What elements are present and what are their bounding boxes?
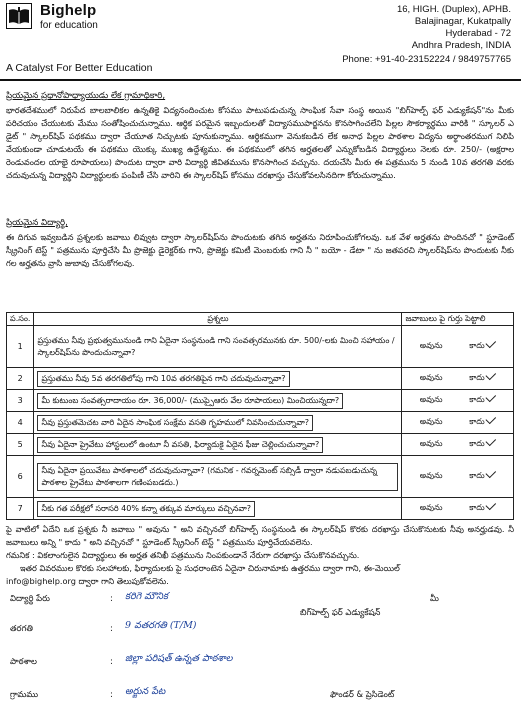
label-village: గ్రామము: [10, 689, 39, 699]
answer-yes[interactable]: అవును: [419, 471, 443, 480]
address-line: Hyderabad - 72: [445, 28, 511, 39]
answer-no[interactable]: కాదు: [469, 439, 485, 448]
note-paragraph: గమనిక : వికలాంగులైన విద్యార్థులు ఈ అర్హత తనిఖీ పత్రమును నింపకుండానే నేరుగా దరఖాస్తు చేసుకొనవచ్చును.: [6, 550, 360, 560]
answer-yes[interactable]: అవును: [419, 373, 443, 382]
question-text: నీకు గత పరీక్షలో సరాసరి 40% కన్నా తక్కువ మార్కులు వచ్చినవా?: [37, 501, 255, 517]
question-text: మీ కుటుంబ సంవత్సరాదాయం రూ. 36,000/- (ముప్పైఆరు వేల రూపాయలు) మించియున్నదా?: [37, 393, 343, 409]
colon: :: [110, 689, 113, 699]
answer-yes[interactable]: అవును: [419, 503, 443, 512]
student-paragraph: ఈ దిగువ ఇవ్వబడిన ప్రశ్నలకు జవాబు లివ్వుట ద్వారా స్కాలర్‌షిప్‌ను పొందుటకు తగిన అర్హతను నిరూపించుకోగలవు. ఒక వేళ అర్హతను పొందినచో " స్టూడెంట్ స్క్రీనింగ్ టెస్ట్ " పత్రమును పూర్తిచేసి మీ ప్రొజెక్టు డైరెక్టర్‌కు గాని, ప్రొజెక్టు కమిటీ మెంబరుకు గాని నీ " బయో - డేటా " ను జతపరచి స్కాలర్‌షిప్‌ను పొందుటకు నీకు గల అర్హతను వ్రాసి జుబావు చేసుకోగలవు.: [6, 232, 514, 268]
answer-no[interactable]: కాదు: [469, 395, 485, 404]
checkmark-icon: [485, 500, 496, 511]
question-cell: [34, 434, 402, 456]
answer-cell: [402, 368, 514, 390]
row-number: 3: [7, 390, 34, 412]
label-class: తరగతి: [10, 623, 33, 633]
question-text: ప్రస్తుతము నీవు 5వ తరగతిలోపు గాని 10వ తరగతిపైన గాని చదువుచున్నావా?: [37, 371, 289, 387]
table-row: [7, 390, 514, 412]
answer-cell: [402, 326, 514, 368]
answer-yes[interactable]: అవును: [419, 341, 443, 350]
answer-cell: [402, 412, 514, 434]
row-number: 4: [7, 412, 34, 434]
open-book-logo-icon: [6, 3, 32, 29]
salutation-student: ప్రియమైన విద్యార్థి,: [6, 218, 68, 228]
salutation-headmaster: ప్రియమైన ప్రధానోపాధ్యాయుడు లేక గ్రామాధికారి,: [6, 91, 166, 101]
col-header-serial: ప.సం.: [7, 313, 34, 326]
header-divider: [0, 79, 521, 81]
question-cell: [34, 412, 402, 434]
address-line: Balajinagar, Kukatpally: [414, 16, 511, 27]
answer-no[interactable]: కాదు: [469, 341, 485, 350]
question-text: నీవు ఏదైనా ప్రైవేటు హాస్టలులో ఉంటూ నీ వసతి, ఫిర్యాదుకై ఏదైన ఫీజు చెల్లించుచున్నావా?: [37, 437, 323, 453]
col-header-questions: ప్రశ్నలు: [34, 313, 402, 326]
answer-cell: [402, 456, 514, 498]
label-student-name: విద్యార్థి పేరు: [10, 593, 50, 603]
address-line: 16, HIGH. (Duplex), APHB.: [396, 4, 511, 15]
row-number: 2: [7, 368, 34, 390]
answer-no[interactable]: కాదు: [469, 471, 485, 480]
signoff-organization: బిగ్‌హెల్ప్ ఫర్ ఎడ్యుకేషన్: [300, 607, 381, 617]
answer-cell: [402, 434, 514, 456]
result-paragraph: పై వాటిలో ఏదేని ఒక ప్రశ్నకు నీ జవాబు " అవును " అని వచ్చినచో బిగ్‌హెల్ప్ సంస్థనుండి ఈ స్కాలర్‌షిప్ కొరకు దరఖాస్తు చేసుకొనుటకు నీవు అనర్హుడవు. నీ జవాబులు అన్ని " కాదు " అని వచ్చినచో " స్టూడెంట్ స్క్రీనింగ్ టెస్ట్ " పత్రమును పూర్తిచేయవలెను.: [6, 524, 514, 547]
col-header-answers: జవాబులు పై గుర్తు పెట్టాలి: [402, 313, 514, 326]
question-text: నీవు ఏదైనా ప్రయివేటు పాఠశాలలో చదువుచున్నావా? (గమనిక - గవర్నమెంట్ సబ్సిడీ ద్వారా నడుపబడుచున్న పాఠశాల ప్రైవేటు పాఠశాలగా గణింపబడదు.): [37, 463, 398, 491]
brand-name: Bighelp: [40, 2, 97, 19]
address-line: Andhra Pradesh, INDIA: [411, 40, 511, 51]
label-school: పాఠశాల: [10, 656, 37, 666]
answer-yes[interactable]: అవును: [419, 439, 443, 448]
answer-no[interactable]: కాదు: [469, 417, 485, 426]
checkmark-icon: [485, 370, 496, 381]
answer-yes[interactable]: అవును: [419, 395, 443, 404]
colon: :: [110, 623, 113, 633]
signoff-title: ఫౌండర్ & ప్రెసిడెంట్: [330, 689, 395, 699]
answer-cell: [402, 498, 514, 520]
checkmark-icon: [485, 414, 496, 425]
question-text: నీవు ప్రస్తుతమెచట వారి ఏదైన సాంఘిక సంక్షేమ వసతి గృహములో నివసించుచున్నావా?: [37, 415, 313, 431]
table-row: [7, 368, 514, 390]
intro-paragraph: భారతదేశములో నిరుపేద బాలబాలికల ఉన్నతికై విద్యనందించుట కోసము పాటుపడుచున్న సాంఘిక సేవా సంస్థ అయిన "బిగ్‌హెల్ప్ ఫర్ ఎడ్యుకేషన్"ను మీకు పరిచయం చేయుటకు మేము సంతోషించుచున్నాము. ఆర్థిక పరమైన ఇబ్బందులతో విద్యాసముపార్జనను కొనసాగించలేని పిల్లల సౌకర్యార్థము వారికి " స్కూలర్ ఎ డైట్ " స్కాలర్‌షిప్ పథకము ద్వారా చేయూత నిచ్చుటకు పూనుకున్నాము. ఆర్థికముగా వెనుకబడిన లేక అనాధ పిల్లల పాఠశాల విద్యను అర్థాంతరముగ నిలిపి వేయకుండా చూడుటయే ఈ పథకము యొక్కు ముఖ్య ఉద్దేశ్యము. ఈ పథకములో తగిన అర్హతలతో ఎన్నుకోబడిన విద్యార్థులు నెలకు రూ. 250/- (అక్షరాల రెండువందల యాభై రూపాయలు) పొందుట ద్వారా వారి విద్యార్థి జీవితమును కొనసాగించ వచ్చును. దయచేసి మీరు ఈ పత్రమును 5 నుండి 10వ తరగతి వరకు చదువుచున్న విద్యార్థిని విద్యార్థులకు పంపిణీ చేసి వారిని ఈ స్కాలర్‌షిప్ కోసము దరఖాస్తు చేసుకోవలసినదిగా కోరుచున్నాము.: [6, 105, 514, 180]
row-number: 5: [7, 434, 34, 456]
address-block: [342, 4, 511, 66]
value-class: 9 వతరగతి (T/M): [125, 620, 197, 631]
question-cell: [34, 390, 402, 412]
value-school: జిల్లా పరిషత్ ఉన్నత పాఠశాల: [125, 653, 233, 664]
email-line: info@bighelp.org ద్వారా గాని తెలుపుకోవలెను.: [6, 576, 169, 586]
tagline: A Catalyst For Better Education: [6, 62, 153, 74]
colon: :: [110, 656, 113, 666]
row-number: 6: [7, 456, 34, 498]
contact-paragraph: ఇతర వివరముల కొరకు సలహాలకు, ఫిర్యాదులకు పై సుధరాంటెన ఏదైనా చిరునామాకు ఉత్తరము ద్వారా గాని, ఈ-మెయిల్: [20, 563, 400, 573]
table-header-row: [7, 313, 514, 326]
checkmark-icon: [485, 392, 496, 403]
eligibility-table: [6, 312, 514, 520]
checkmark-icon: [485, 338, 496, 349]
row-number: 1: [7, 326, 34, 368]
answer-no[interactable]: కాదు: [469, 373, 485, 382]
question-cell: [34, 498, 402, 520]
table-row: [7, 434, 514, 456]
phone-number: Phone: +91-40-23152224 / 9849757765: [342, 54, 511, 65]
table-row: [7, 498, 514, 520]
value-village: అర్జున పేట: [125, 686, 166, 697]
question-cell: [34, 456, 402, 498]
colon: :: [110, 593, 113, 603]
table-row: [7, 456, 514, 498]
answer-cell: [402, 390, 514, 412]
brand-subtitle: for education: [40, 20, 98, 31]
signoff-yours: మీ: [430, 593, 439, 603]
table-row: [7, 412, 514, 434]
value-student-name: కరిగె మౌనిక: [125, 591, 168, 602]
question-cell: [34, 368, 402, 390]
answer-no[interactable]: కాదు: [469, 503, 485, 512]
answer-yes[interactable]: అవును: [419, 417, 443, 426]
question-text: ప్రస్తుతము నీవు ప్రభుత్వమునుండి గాని ఏదైనా సంస్థనుండి గాని సంవత్సరమునకు రూ. 500/-లకు మించి సహాయం / స్కాలర్‌షిప్‌ను పొందుచున్నావా?: [34, 326, 402, 368]
checkmark-icon: [485, 468, 496, 479]
checkmark-icon: [485, 436, 496, 447]
table-row: [7, 326, 514, 368]
row-number: 7: [7, 498, 34, 520]
